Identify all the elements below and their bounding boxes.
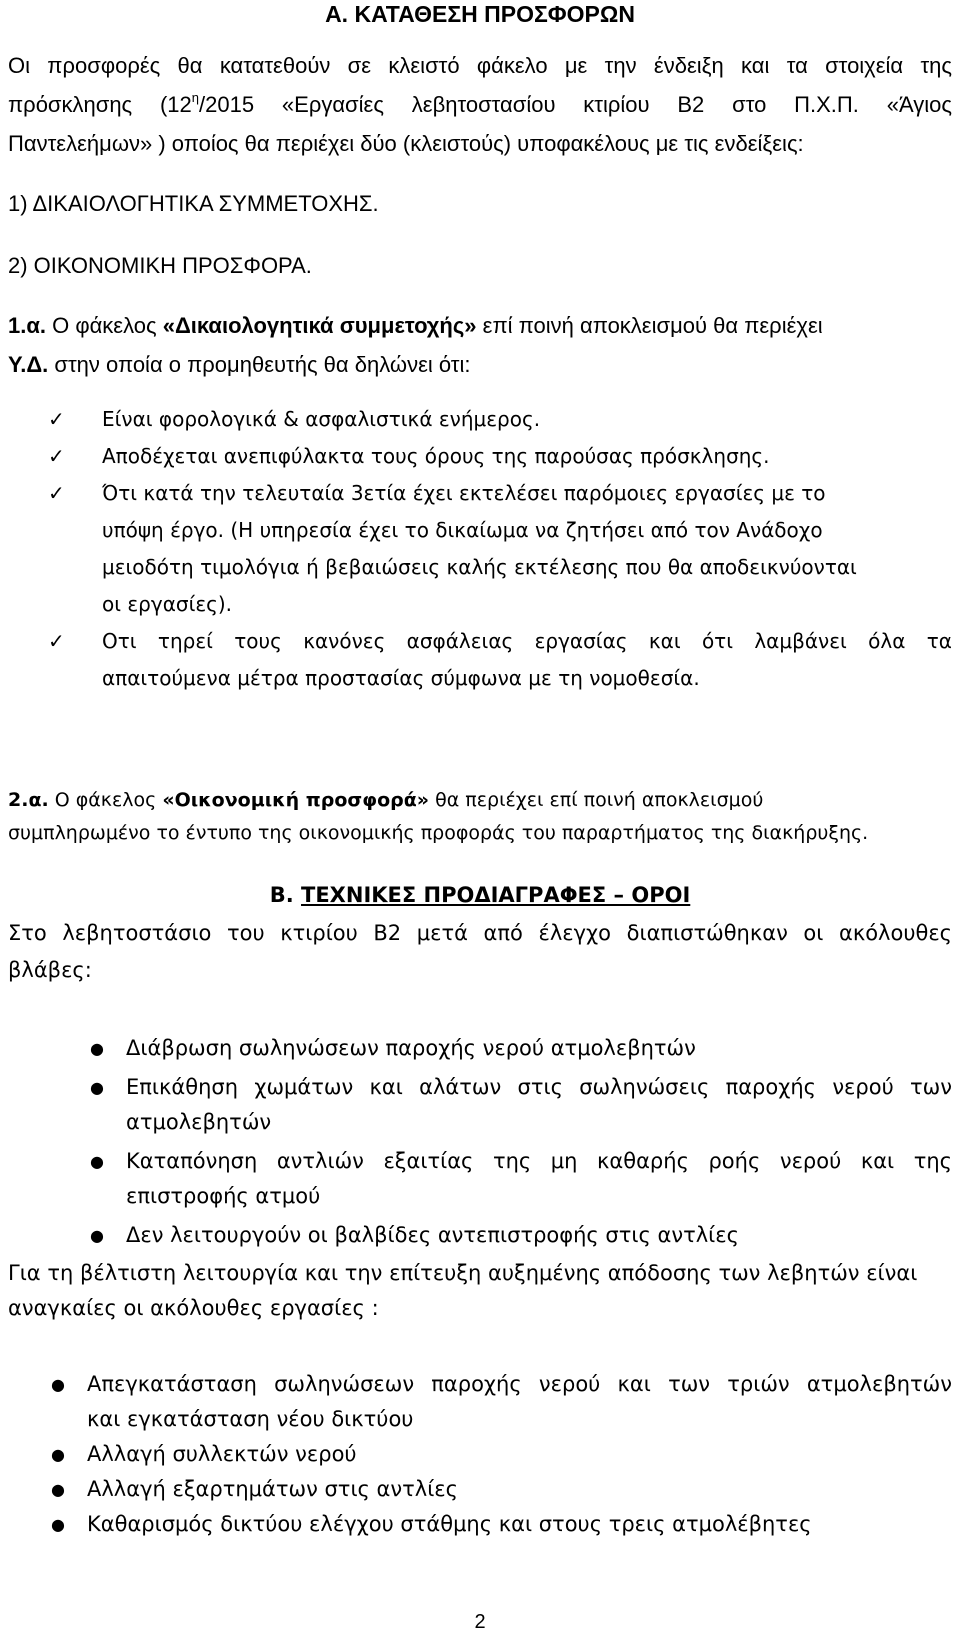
intro-superscript: η bbox=[191, 89, 200, 105]
section-a-intro bbox=[8, 46, 952, 163]
section-b-intro-line-2: βλάβες: bbox=[8, 958, 92, 982]
section-2a-text-after: θα περιέχει επί ποινή αποκλεισμού bbox=[429, 789, 764, 811]
section-1a-line-2 bbox=[8, 345, 952, 384]
section-2a-line-1 bbox=[8, 784, 952, 817]
intro-line-2b: /2015 «Εργασίες λεβητοστασίου κτιρίου Β2 στο Π.Χ.Π. «Άγιος bbox=[199, 92, 952, 117]
works-list bbox=[51, 1367, 952, 1542]
list-item bbox=[51, 1507, 952, 1542]
check-mark-icon: ✓ bbox=[48, 629, 65, 653]
intro-line-2 bbox=[8, 85, 952, 124]
section-2a-label: 2.α. bbox=[8, 789, 49, 811]
list-item-line: επιστροφής ατμού bbox=[126, 1184, 321, 1208]
bullet-dot-icon: ● bbox=[51, 1480, 65, 1499]
section-1a bbox=[8, 306, 952, 384]
works-intro-line-2: αναγκαίες οι ακόλουθες εργασίες : bbox=[8, 1296, 379, 1320]
check-mark-icon: ✓ bbox=[48, 444, 65, 468]
checklist-item-line: Είναι φορολογικά & ασφαλιστικά ενήμερος. bbox=[102, 407, 541, 431]
declaration-checklist bbox=[48, 401, 952, 697]
list-item bbox=[90, 1031, 952, 1066]
check-mark-icon: ✓ bbox=[48, 407, 65, 431]
list-item bbox=[90, 1218, 952, 1253]
bullet-dot-icon: ● bbox=[51, 1375, 65, 1394]
bullet-dot-icon: ● bbox=[51, 1445, 65, 1464]
bullet-dot-icon: ● bbox=[90, 1226, 104, 1245]
section-1a-line2-rest: στην οποία ο προμηθευτής θα δηλώνει ότι: bbox=[48, 352, 471, 377]
list-item-line: ατμολεβητών bbox=[126, 1110, 272, 1134]
envelope-item-2: 2) ΟΙΚΟΝΟΜΙΚΗ ΠΡΟΣΦΟΡΑ. bbox=[8, 253, 312, 278]
works-intro bbox=[8, 1256, 952, 1326]
bullet-dot-icon: ● bbox=[90, 1078, 104, 1097]
page-number: 2 bbox=[474, 1611, 486, 1633]
checklist-item bbox=[48, 438, 952, 475]
section-2a bbox=[8, 784, 952, 850]
bullet-dot-icon: ● bbox=[90, 1152, 104, 1171]
envelope-item-1: 1) ΔΙΚΑΙΟΛΟΓΗΤΙΚΑ ΣΥΜΜΕΤΟΧΗΣ. bbox=[8, 191, 379, 216]
section-1a-label: 1.α. bbox=[8, 313, 46, 338]
list-item-line: και εγκατάσταση νέου δικτύου bbox=[87, 1407, 414, 1431]
section-b-title-prefix: Β. bbox=[269, 883, 302, 907]
section-1a-text-after: επί ποινή αποκλεισμού θα περιέχει bbox=[476, 313, 823, 338]
list-item-line: Αλλαγή εξαρτημάτων στις αντλίες bbox=[87, 1477, 458, 1501]
check-mark-icon: ✓ bbox=[48, 481, 65, 505]
list-item bbox=[90, 1144, 952, 1214]
section-b-title-underlined: ΤΕΧΝΙΚΕΣ ΠΡΟΔΙΑΓΡΑΦΕΣ – ΟΡΟΙ bbox=[301, 883, 691, 907]
checklist-item-line: Ότι κατά την τελευταία 3ετία έχει εκτελέσει παρόμοιες εργασίες με το bbox=[102, 481, 826, 505]
section-b-intro bbox=[8, 915, 952, 989]
list-item bbox=[51, 1367, 952, 1437]
checklist-item-line: μειοδότη τιμολόγια ή βεβαιώσεις καλής εκτέλεσης που θα αποδεικνύονται bbox=[102, 555, 857, 579]
bullet-dot-icon: ● bbox=[90, 1039, 104, 1058]
section-1a-line2-bold: Υ.Δ. bbox=[8, 352, 49, 377]
section-2a-text-before: Ο φάκελος bbox=[48, 789, 163, 811]
checklist-item bbox=[48, 623, 952, 697]
checklist-item-line: απαιτούμενα μέτρα προστασίας σύμφωνα με τη νομοθεσία. bbox=[102, 666, 700, 690]
list-item-line: Καθαρισμός δικτύου ελέγχου στάθμης και στους τρεις ατμολέβητες bbox=[87, 1512, 812, 1536]
list-item-line: Δεν λειτουργούν οι βαλβίδες αντεπιστροφής στις αντλίες bbox=[126, 1223, 739, 1247]
list-item-line: Καταπόνηση αντλιών εξαιτίας της μη καθαρής ροής νερού και της bbox=[126, 1149, 952, 1173]
intro-line-2a: πρόσκλησης (12 bbox=[8, 92, 192, 117]
checklist-item-line: Αποδέχεται ανεπιφύλακτα τους όρους της παρούσας πρόσκλησης. bbox=[102, 444, 770, 468]
checklist-item-line: οι εργασίες). bbox=[102, 592, 233, 616]
section-1a-text-before: Ο φάκελος bbox=[45, 313, 163, 338]
intro-line-1: Οι προσφορές θα κατατεθούν σε κλειστό φάκελο με την ένδειξη και τα στοιχεία της bbox=[8, 53, 952, 78]
section-b-title bbox=[8, 880, 952, 910]
section-2a-line-2: συμπληρωμένο το έντυπο της οικονομικής προφοράς του παραρτήματος της διακήρυξης. bbox=[8, 822, 869, 844]
checklist-item-line: υπόψη έργο. (Η υπηρεσία έχει το δικαίωμα να ζητήσει από τον Ανάδοχο bbox=[102, 518, 823, 542]
works-intro-line-1: Για τη βέλτιστη λειτουργία και την επίτευξη αυξημένης απόδοσης των λεβητών είναι bbox=[8, 1261, 918, 1285]
list-item bbox=[51, 1472, 952, 1507]
list-item-line: Απεγκατάσταση σωληνώσεων παροχής νερού και των τριών ατμολεβητών bbox=[87, 1372, 952, 1396]
checklist-item bbox=[48, 401, 952, 438]
section-1a-line-1 bbox=[8, 306, 952, 345]
list-item-line: Διάβρωση σωληνώσεων παροχής νερού ατμολεβητών bbox=[126, 1036, 696, 1060]
section-b-intro-line-1: Στο λεβητοστάσιο του κτιρίου Β2 μετά από έλεγχο διαπιστώθηκαν οι ακόλουθες bbox=[8, 921, 952, 945]
faults-list bbox=[90, 1031, 952, 1257]
bullet-dot-icon: ● bbox=[51, 1515, 65, 1534]
section-2a-bold: «Οικονομική προσφορά» bbox=[162, 789, 430, 811]
list-item bbox=[51, 1437, 952, 1472]
checklist-item bbox=[48, 475, 952, 623]
list-item bbox=[90, 1070, 952, 1140]
intro-line-3: Παντελεήμων» ) οποίος θα περιέχει δύο (κλειστούς) υποφακέλους με τις ενδείξεις: bbox=[8, 131, 804, 156]
section-1a-bold: «Δικαιολογητικά συμμετοχής» bbox=[162, 313, 477, 338]
list-item-line: Επικάθηση χωμάτων και αλάτων στις σωληνώσεις παροχής νερού των bbox=[126, 1075, 952, 1099]
list-item-line: Αλλαγή συλλεκτών νερού bbox=[87, 1442, 357, 1466]
section-a-title: Α. ΚΑΤΑΘΕΣΗ ΠΡΟΣΦΟΡΩΝ bbox=[325, 1, 635, 27]
checklist-item-line: Οτι τηρεί τους κανόνες ασφάλειας εργασίας και ότι λαμβάνει όλα τα bbox=[102, 629, 952, 653]
